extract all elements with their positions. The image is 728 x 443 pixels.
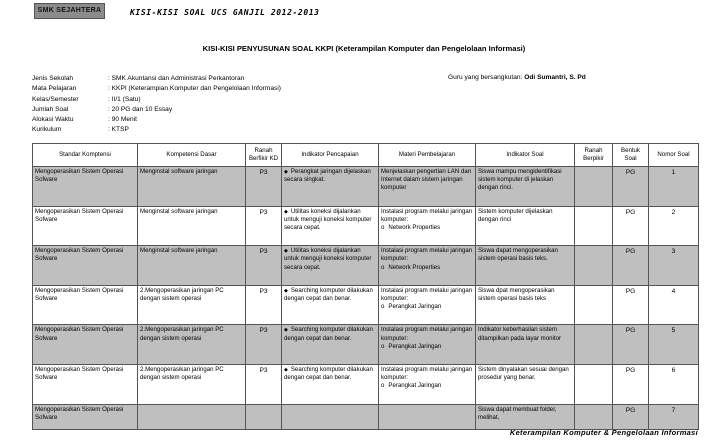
column-header: Bentuk Soal — [613, 144, 649, 167]
ranah-text: P3 — [259, 169, 268, 176]
teacher-name: Odi Sumantri, S. Pd — [524, 74, 586, 81]
cell-ranah2 — [575, 206, 613, 246]
ranah-text: P3 — [259, 366, 268, 374]
cell-indikator — [282, 206, 379, 246]
teacher-info — [448, 74, 586, 81]
cell-ranah — [246, 246, 282, 286]
cell-indikator — [282, 404, 379, 429]
cell-kd — [138, 167, 246, 207]
cell-kd — [138, 325, 246, 365]
column-header: Materi Pembelajaran — [379, 144, 476, 167]
cell-indikator — [282, 167, 379, 207]
cell-nomor — [649, 285, 699, 325]
nomor-text: 7 — [671, 406, 676, 414]
cell-bentuk — [613, 206, 649, 246]
cell-sk — [33, 325, 138, 365]
bentuk-text: PG — [625, 366, 636, 374]
indikator-value: Searching komputer dilakukan dengan cepat dan benar. — [284, 286, 373, 302]
ranah-text: P3 — [259, 208, 268, 216]
sk-text: Mengoperasikan Sistem Operasi Sofware — [35, 286, 124, 302]
info-label: Kelas/Semester — [32, 95, 79, 103]
indikator-text — [284, 326, 376, 342]
cell-indikator — [282, 246, 379, 286]
indikator-value: Perangkat jaringan dijelaskan secara singkat. — [284, 168, 371, 184]
cell-ranah2 — [575, 246, 613, 286]
materi-text: Instalasi program melalui jaringan komputer: — [381, 326, 473, 342]
bentuk-text: PG — [625, 327, 636, 335]
info-label: Kurikulum — [32, 126, 62, 134]
table-row — [33, 404, 699, 429]
cell-indikator — [282, 285, 379, 325]
teacher-label: Guru yang bersangkutan: — [448, 74, 523, 81]
cell-kd — [138, 364, 246, 404]
cell-bentuk — [613, 285, 649, 325]
soal-text: Indikator keberhasilan sistem ditampilkan pada layar monitor — [478, 326, 561, 342]
materi-text: Instalasi program melalui jaringan komputer: — [381, 247, 473, 263]
cell-nomor — [649, 364, 699, 404]
kd-text: Menginstal software jaringan — [140, 247, 218, 255]
cell-ranah — [246, 364, 282, 404]
cell-ranah — [246, 325, 282, 365]
kisi-kisi-table — [32, 143, 699, 430]
indikator-text — [284, 168, 376, 184]
materi-sub-item — [381, 343, 473, 351]
cell-ranah2 — [575, 364, 613, 404]
column-header: Indikator Pencapaian — [282, 144, 379, 167]
cell-sk — [33, 206, 138, 246]
cell-materi — [379, 285, 476, 325]
kd-text: 2.Mengoperasikan jaringan PC dengan sistem operasi — [140, 326, 224, 342]
cell-nomor — [649, 246, 699, 286]
ranah-text: P3 — [259, 248, 268, 256]
school-badge: SMK SEJAHTERA — [34, 3, 105, 19]
table-row — [33, 206, 699, 246]
column-header: Indikator Soal — [476, 144, 575, 167]
nomor-text: 1 — [671, 169, 676, 176]
nomor-text: 3 — [671, 248, 676, 256]
kd-text: Menginstal software jaringan — [140, 168, 218, 175]
materi-sub-text: Network Properties — [388, 224, 441, 231]
cell-soal — [476, 285, 575, 325]
info-value: : KTSP — [108, 126, 129, 134]
nomor-text: 2 — [671, 208, 676, 216]
column-header: Kompetensi Dasar — [138, 144, 246, 167]
info-block — [32, 74, 281, 136]
cell-indikator — [282, 325, 379, 365]
cell-ranah — [246, 285, 282, 325]
cell-kd — [138, 206, 246, 246]
sk-text: Mengoperasikan Sistem Operasi Sofware — [35, 405, 124, 421]
cell-materi — [379, 206, 476, 246]
cell-soal — [476, 325, 575, 365]
materi-sub-item — [381, 382, 473, 390]
indikator-value: Searching komputer dilakukan dengan cepat dan benar. — [284, 365, 373, 382]
info-label: Alokasi Waktu — [32, 116, 74, 124]
table-row — [33, 364, 699, 404]
indikator-text — [284, 208, 376, 233]
nomor-text: 6 — [671, 366, 676, 374]
materi-text: Menjelaskan pengertian LAN dan Internet dalam sistem jaringan komputer — [381, 168, 472, 192]
materi-sub-text: Perangkat Jaringan — [388, 342, 442, 350]
materi-text: Instalasi program melalui jaringan komputer: — [381, 365, 473, 382]
soal-text: Sistem komputer dijelaskan dengan rinci — [478, 207, 553, 223]
cell-soal — [476, 167, 575, 207]
cell-bentuk — [613, 364, 649, 404]
info-value: : 90 Menit — [108, 116, 137, 124]
materi-text: Instalasi program melalui jaringan komputer: — [381, 286, 473, 302]
cell-materi — [379, 364, 476, 404]
indikator-value: Utilitas koneksi dijalankan untuk menguji koneksi komputer secara cepat. — [284, 247, 372, 271]
cell-nomor — [649, 404, 699, 429]
cell-materi — [379, 404, 476, 429]
indikator-value: Utilitas koneksi dijalankan untuk menguji koneksi komputer secara cepat. — [284, 207, 372, 231]
kd-text: 2.Mengoperasikan jaringan PC dengan sistem operasi — [140, 286, 224, 302]
cell-sk — [33, 285, 138, 325]
page-title: KISI-KISI PENYUSUNAN SOAL KKPI (Keterampilan Komputer dan Pengelolaan Informasi) — [202, 44, 526, 53]
cell-ranah — [246, 404, 282, 429]
bentuk-text: PG — [625, 406, 636, 414]
cell-soal — [476, 246, 575, 286]
info-value: : 20 PG dan 10 Essay — [108, 105, 173, 113]
soal-text: Sistem dinyalakan sesuai dengan prosedur yang benar. — [478, 365, 569, 382]
materi-sub-item — [381, 264, 473, 272]
sk-text: Mengoperasikan Sistem Operasi Sofware — [35, 365, 124, 382]
bentuk-text: PG — [625, 248, 636, 256]
cell-soal — [476, 206, 575, 246]
sk-text: Mengoperasikan Sistem Operasi Sofware — [35, 168, 124, 184]
cell-ranah2 — [575, 285, 613, 325]
cell-soal — [476, 364, 575, 404]
bentuk-text: PG — [625, 287, 636, 295]
info-row — [32, 115, 281, 125]
nomor-text: 4 — [671, 287, 676, 295]
materi-sub-item — [381, 303, 473, 311]
bentuk-text: PG — [625, 208, 636, 216]
table-row — [33, 246, 699, 286]
sk-text: Mengoperasikan Sistem Operasi Sofware — [35, 247, 124, 263]
cell-materi — [379, 325, 476, 365]
soal-text: Siswa dpat mengoperasikan sistem operasi basis teks — [478, 286, 555, 302]
column-header: Ranah Berpikir — [575, 144, 613, 167]
cell-sk — [33, 404, 138, 429]
bentuk-text: PG — [625, 169, 636, 176]
soal-text: Siswa dapat mengoperasikan sistem operasi basis teks. — [478, 247, 558, 263]
nomor-text: 5 — [671, 327, 676, 335]
info-value: : II/1 (Satu) — [108, 95, 141, 103]
cell-sk — [33, 364, 138, 404]
cell-materi — [379, 167, 476, 207]
ranah-text: P3 — [259, 327, 268, 335]
info-row — [32, 125, 281, 135]
cell-nomor — [649, 167, 699, 207]
cell-materi — [379, 246, 476, 286]
cell-kd — [138, 246, 246, 286]
info-value: : SMK Akuntansi dan Administrasi Perkantoran — [108, 75, 245, 82]
kd-text: 2.Mengoperasikan jaringan PC dengan sistem operasi — [140, 365, 224, 382]
cell-sk — [33, 246, 138, 286]
cell-bentuk — [613, 404, 649, 429]
cell-ranah2 — [575, 325, 613, 365]
cell-ranah — [246, 167, 282, 207]
cell-bentuk — [613, 167, 649, 207]
cell-soal — [476, 404, 575, 429]
info-row — [32, 105, 281, 115]
kd-text: Menginstal software jaringan — [140, 207, 218, 215]
cell-sk — [33, 167, 138, 207]
column-header: Nomor Soal — [649, 144, 699, 167]
table-row — [33, 285, 699, 325]
indikator-text — [284, 247, 376, 272]
materi-sub-text: Perangkat Jaringan — [388, 382, 442, 390]
cell-ranah2 — [575, 404, 613, 429]
column-header: Standar Komptensi — [33, 144, 138, 167]
table-row — [33, 167, 699, 207]
footer-label: Keterampilan Komputer & Pengelolaan Informasi — [509, 428, 698, 437]
materi-text: Instalasi program melalui jaringan komputer: — [381, 207, 473, 223]
info-label: Mata Pelajaran — [32, 85, 77, 93]
soal-text: Siswa dapat membuat folder, melihat, — [478, 405, 557, 421]
info-row — [32, 95, 281, 105]
table-header-row — [33, 144, 699, 167]
cell-nomor — [649, 325, 699, 365]
cell-ranah — [246, 206, 282, 246]
info-row — [32, 84, 281, 94]
cell-bentuk — [613, 325, 649, 365]
indikator-text — [284, 366, 376, 382]
soal-text: Siswa mampu mengidentifikasi sistem komputer di jelaskan dengan rinci. — [478, 168, 562, 192]
info-row — [32, 74, 281, 84]
materi-sub-text: Network Properties — [388, 263, 441, 271]
cell-nomor — [649, 206, 699, 246]
cell-indikator — [282, 364, 379, 404]
cell-kd — [138, 285, 246, 325]
materi-sub-text: Perangkat Jaringan — [388, 303, 442, 311]
table-row — [33, 325, 699, 365]
indikator-value: Searching komputer dilakukan dengan cepat dan benar. — [284, 326, 373, 342]
cell-bentuk — [613, 246, 649, 286]
cell-kd — [138, 404, 246, 429]
materi-sub-item — [381, 224, 473, 232]
header-title: KISI-KISI SOAL UCS GANJIL 2012-2013 — [130, 8, 320, 17]
sk-text: Mengoperasikan Sistem Operasi Sofware — [35, 207, 124, 223]
sk-text: Mengoperasikan Sistem Operasi Sofware — [35, 326, 124, 342]
info-label: Jenis Sekolah — [32, 75, 74, 82]
info-label: Jumlah Soal — [32, 105, 69, 113]
column-header: Ranah Berfikir KD — [246, 144, 282, 167]
ranah-text: P3 — [259, 287, 268, 295]
cell-ranah2 — [575, 167, 613, 207]
info-value: : KKPI (Keterampian Komputer dan Pengelolaan Informasi) — [108, 85, 281, 93]
indikator-text — [284, 287, 376, 303]
